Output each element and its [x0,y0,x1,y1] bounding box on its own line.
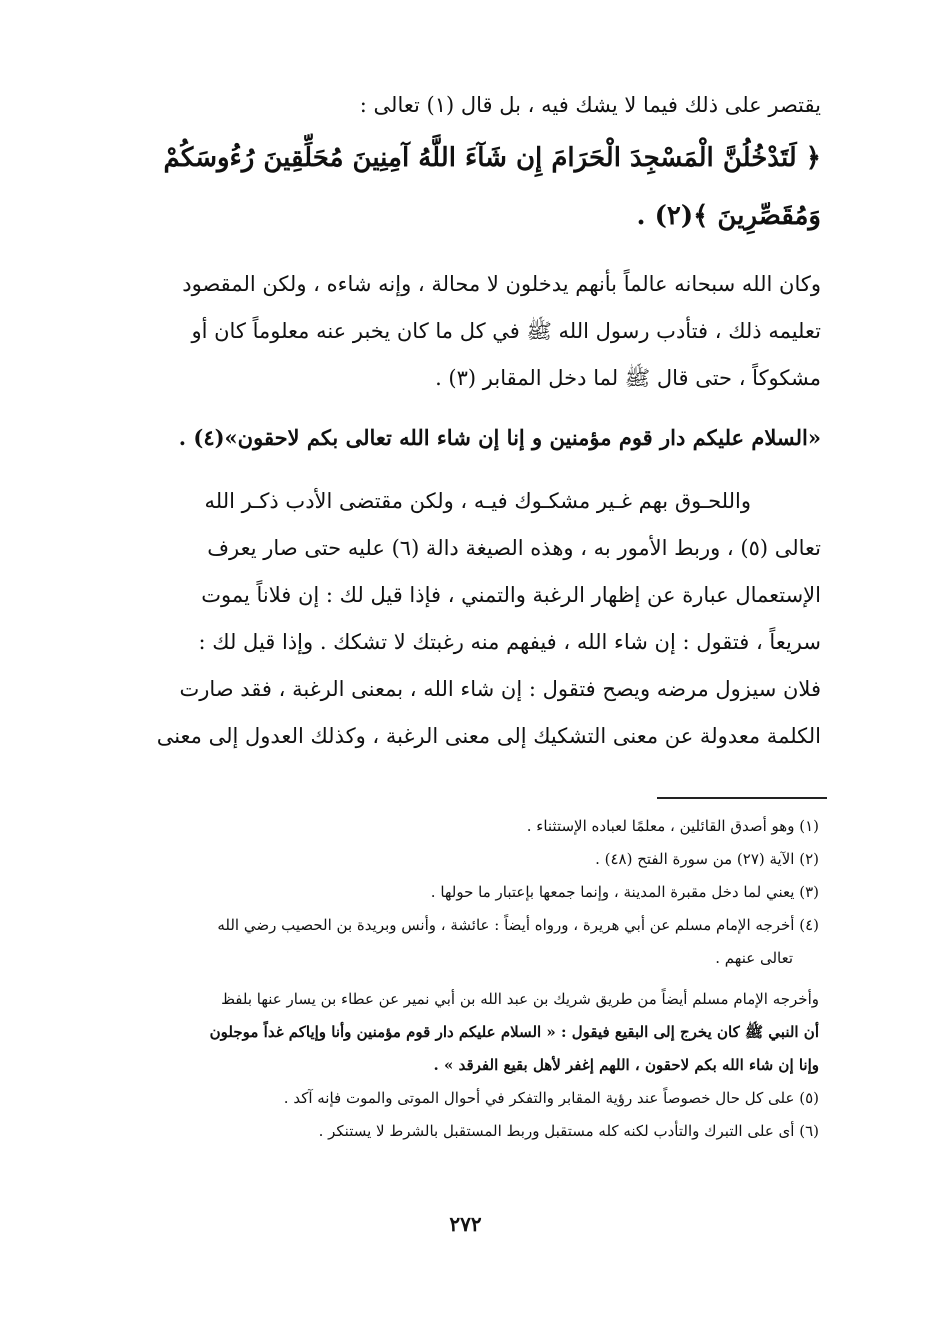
footnote-2: (٢) الآية (٢٧) من سورة الفتح (٤٨) . [595,850,819,868]
paragraph-2-line-3: الإستعمال عبارة عن إظهار الرغبة والتمني ، فإذا قيل لك : إن فلاناً يموت [201,583,821,607]
footnote-5: (٥) على كل حال خصوصاً عند رؤية المقابر والتفكر في أحوال الموتى والموت فإنه آكد . [283,1089,819,1107]
main-text [100,82,821,760]
quran-verse-line-2: وَمُقَصِّرِينَ ﴾(٢) . [636,201,821,231]
paragraph-2-line-1: واللحـوق بهم غـير مشكـوك فيـه ، ولكن مقتضى الأدب ذكـر الله [204,489,751,513]
paragraph-1-line-1: وكان الله سبحانه عالماً بأنهم يدخلون لا محالة ، وإنه شاءه ، ولكن المقصود [182,272,821,296]
footnote-4-line-5: وإنا إن شاء الله بكم لاحقون ، اللهم إغفر لأهل بقيع الفرقد » . [433,1056,819,1074]
intro-line: يقتصر على ذلك فيما لا يشك فيه ، بل قال (١) تعالى : [359,93,821,117]
footnote-4-line-4: أن النبي ﷺ كان يخرج إلى البقيع فيقول : « السلام عليكم دار قوم مؤمنين وأنا وإياكم غداً موجلون [209,1023,819,1041]
footnote-3: (٣) يعني لما دخل مقبرة المدينة ، وإنما جمعها بإعتبار ما حولها . [430,883,819,901]
footnote-gap [125,975,819,983]
footnotes [125,810,819,1148]
paragraph-2-line-6: الكلمة معدولة عن معنى التشكيك إلى معنى الرغبة ، وكذلك العدول إلى معنى [156,724,821,748]
footnote-4-line-3: وأخرجه الإمام مسلم أيضاً من طريق شريك بن عبد الله بن أبي نمير عن عطاء بن يسار عنها بلفظ [221,990,819,1008]
paragraph-2-line-4: سريعاً ، فتقول : إن شاء الله ، فيفهم منه رغبتك لا تشكك . وإذا قيل لك : [198,630,821,654]
footnote-6: (٦) أى على التبرك والتأدب لكنه كله مستقبل وربط المستقبل بالشرط لا يستنكر . [318,1122,819,1140]
page-number: ٢٧٢ [449,1212,482,1236]
footnote-1: (١) وهو أصدق القائلين ، معلمًا لعباده الإستثناء . [526,817,819,835]
paragraph-1-line-2: تعليمه ذلك ، فتأدب رسول الله ﷺ في كل ما كان يخبر عنه معلوماً كان أو [191,319,821,343]
footnote-divider [657,797,827,799]
paragraph-2-line-2: تعالى (٥) ، وربط الأمور به ، وهذه الصيغة دالة (٦) عليه حتى صار يعرف [207,536,821,560]
footnote-4-line-1: (٤) أخرجه الإمام مسلم عن أبي هريرة ، ورواه أيضاً : عائشة ، وأنس وبريدة بن الحصيب رضي الله [217,916,819,934]
hadith-quote: «السلام عليكم دار قوم مؤمنين و إنا إن شاء الله تعالى بكم لاحقون»(٤) . [178,425,821,450]
footnote-4-line-2: تعالى عنهم . [715,949,793,967]
paragraph-gap [100,245,821,261]
quran-verse-line-1: ﴿ لَتَدْخُلُنَّ الْمَسْجِدَ الْحَرَامَ إِن شَآءَ اللَّهُ آمِنِينَ مُحَلِّقِينَ رُءُوسَكُمْ [163,143,821,173]
paragraph-2-line-5: فلان سيزول مرضه ويصح فتقول : إن شاء الله ، بمعنى الرغبة ، فقد صارت [179,677,821,701]
paragraph-1-line-3: مشكوكاً ، حتى قال ﷺ لما دخل المقابر (٣) . [435,366,821,390]
